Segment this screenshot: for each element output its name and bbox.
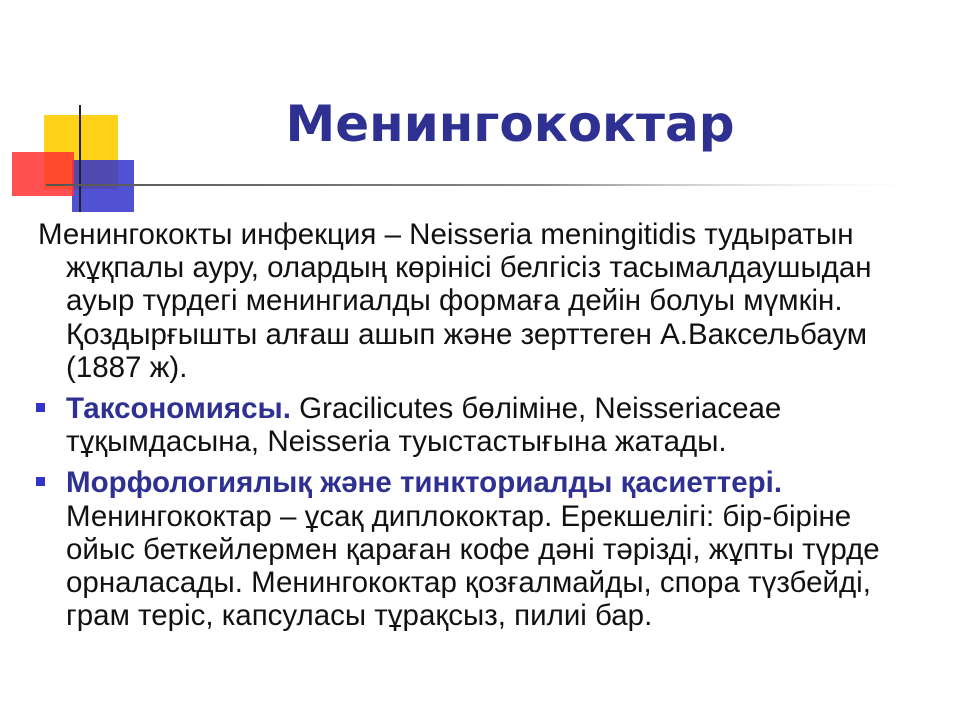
intro-paragraph: Менингококты инфекция – Neisseria meningitidis тудыратын жұқпалы ауру, олардың көрінісі белгісіз тасымалдаушыдан ауыр түрдегі менингиалды формаға дейін болуы мүмкін. Қоздырғышты алғаш ашып және зерттеген А.Ваксельбаум (1887 ж). [38,218,872,384]
red-square [12,152,74,196]
bullet-taxonomy [36,392,916,458]
bullet-heading: Таксономиясы. [66,392,291,426]
square-bullet-icon [36,403,45,412]
slide-title: Менингококтар [285,95,735,153]
horizontal-rule [46,184,946,186]
bullet-text: Менингококтар – ұсақ диплококтар. Ерекшелігі: бір-біріне ойыс беткейлермен қараған кофе дәні тәрізді, жұпты түрде орналасады. Менингококтар қозғалмайды, спора түзбейді, грам теріс, капсуласы тұрақсыз, пилиі бар. [66,499,880,633]
bullet-text: Gracilicutes бөліміне, Neisseriaceae тұқымдасына, Neisseria туыстастығына жатады. [66,392,782,459]
square-bullet-icon [36,477,45,486]
bullet-heading: Морфологиялық және тинкториалды қасиеттері. [66,466,783,500]
bullet-morphology [36,466,916,632]
slide-body [36,218,916,640]
